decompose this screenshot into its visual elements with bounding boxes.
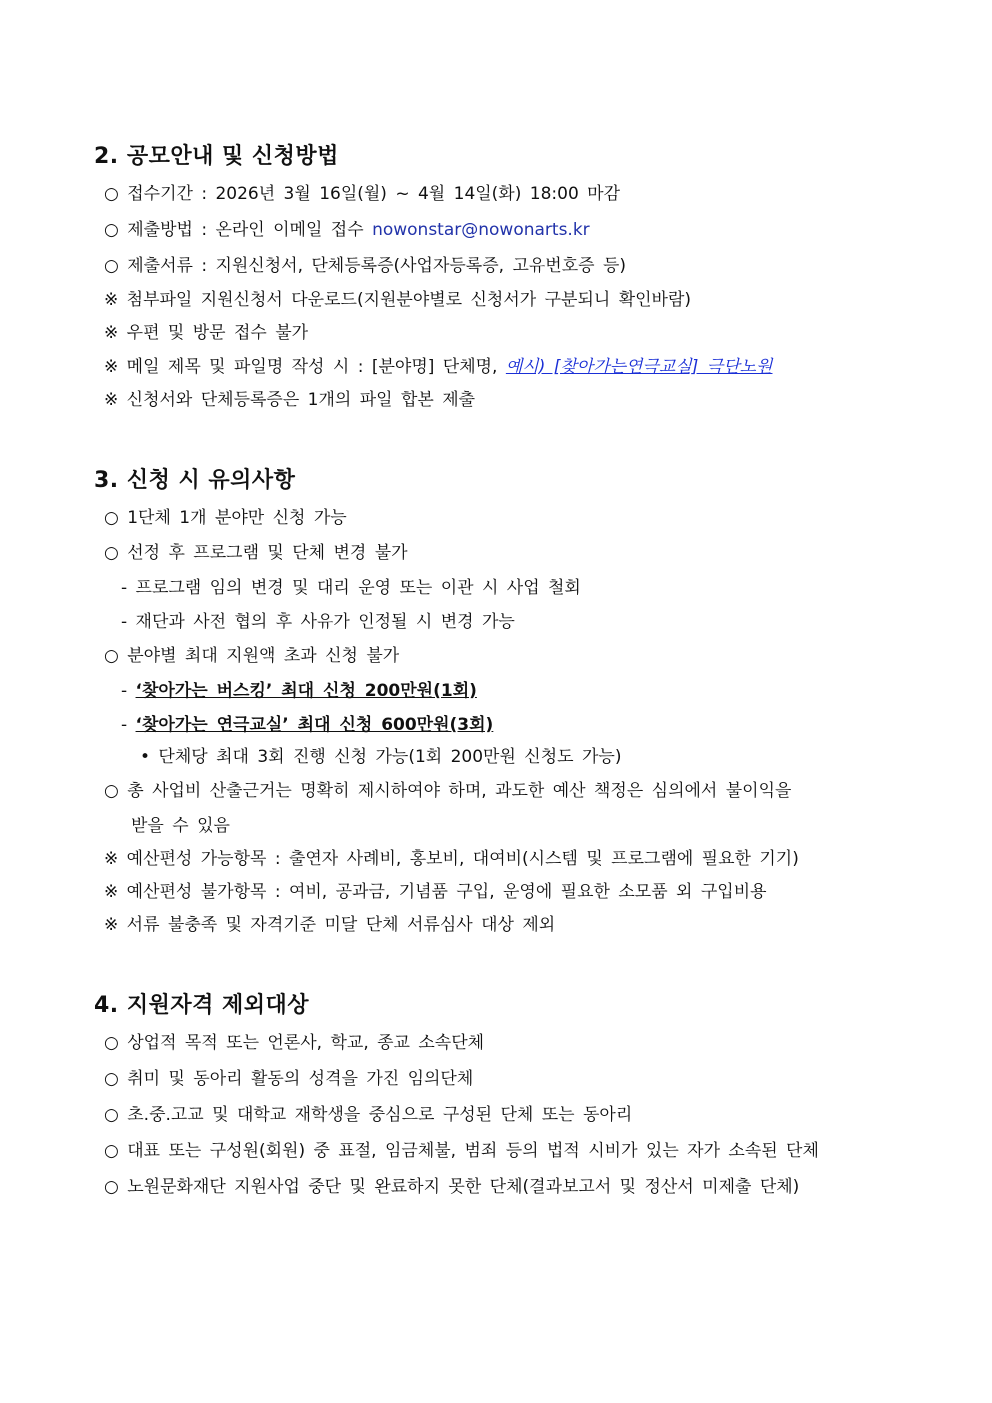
submission-method xyxy=(104,218,590,242)
caution-one-field: ○ 1단체 1개 분야만 신청 가능 xyxy=(104,508,347,528)
exclusion-incomplete: ○ 노원문화재단 지원사업 중단 및 완료하지 못한 단체(결과보고서 및 정산서 미제출 단체) xyxy=(104,1177,800,1197)
exclusion-students: ○ 초.중.고교 및 대학교 재학생을 중심으로 구성된 단체 또는 동아리 xyxy=(104,1105,633,1125)
exclusion-hobby: ○ 취미 및 동아리 활동의 성격을 가진 임의단체 xyxy=(104,1069,474,1089)
busking-limit xyxy=(121,679,477,703)
caution-no-change-sub2: - 재단과 사전 협의 후 사유가 인정될 시 변경 가능 xyxy=(121,612,515,632)
note-budget-allowed: ※ 예산편성 가능항목 : 출연자 사례비, 홍보비, 대여비(시스템 및 프로그램에 필요한 기기) xyxy=(104,849,799,869)
caution-no-change-sub1: - 프로그램 임의 변경 및 대리 운영 또는 이관 시 사업 철회 xyxy=(121,578,581,598)
note-mail-title xyxy=(104,355,772,379)
example-link[interactable]: 예시) [찾아가는연극교실] 극단노원 xyxy=(505,357,773,377)
note-disqualification: ※ 서류 불충족 및 자격기준 미달 단체 서류심사 대상 제외 xyxy=(104,915,556,935)
note-budget-disallowed: ※ 예산편성 불가항목 : 여비, 공과금, 기념품 구입, 운영에 필요한 소모품 외 구입비용 xyxy=(104,882,767,902)
email-address[interactable]: nowonstar@nowonarts.kr xyxy=(372,220,590,240)
budget-basis-line2: 받을 수 있음 xyxy=(131,816,230,836)
exclusion-legal: ○ 대표 또는 구성원(회원) 중 표절, 임금체불, 범죄 등의 법적 시비가 있는 자가 소속된 단체 xyxy=(104,1141,819,1161)
note-no-mail: ※ 우편 및 방문 접수 불가 xyxy=(104,323,309,343)
theater-limit-bullet: • 단체당 최대 3회 진행 신청 가능(1회 200만원 신청도 가능) xyxy=(140,747,622,767)
theater-limit-dash: - xyxy=(121,715,136,735)
section3-heading: 3. 신청 시 유의사항 xyxy=(94,468,296,493)
note-attachment: ※ 첨부파일 지원신청서 다운로드(지원분야별로 신청서가 구분되니 확인바람) xyxy=(104,290,692,310)
caution-no-change: ○ 선정 후 프로그램 및 단체 변경 불가 xyxy=(104,543,408,563)
submission-method-label: ○ 제출방법 : 온라인 이메일 접수 xyxy=(104,220,373,240)
theater-limit xyxy=(121,713,493,737)
section2-heading: 2. 공모안내 및 신청방법 xyxy=(94,144,339,169)
theater-limit-text: ‘찾아가는 연극교실’ 최대 신청 600만원(3회) xyxy=(135,715,494,735)
section4-heading: 4. 지원자격 제외대상 xyxy=(94,993,309,1018)
submission-documents: ○ 제출서류 : 지원신청서, 단체등록증(사업자등록증, 고유번호증 등) xyxy=(104,256,627,276)
exclusion-commercial: ○ 상업적 목적 또는 언론사, 학교, 종교 소속단체 xyxy=(104,1033,485,1053)
note-mail-title-text: ※ 메일 제목 및 파일명 작성 시 : [분야명] 단체명, xyxy=(104,357,506,377)
busking-limit-text: ‘찾아가는 버스킹’ 최대 신청 200만원(1회) xyxy=(135,681,477,701)
note-merge-file: ※ 신청서와 단체등록증은 1개의 파일 합본 제출 xyxy=(104,390,476,410)
caution-max-amount: ○ 분야별 최대 지원액 초과 신청 불가 xyxy=(104,646,400,666)
submission-period: ○ 접수기간 : 2026년 3월 16일(월) ~ 4월 14일(화) 18:00 마감 xyxy=(104,184,621,204)
budget-basis-line1: ○ 총 사업비 산출근거는 명확히 제시하여야 하며, 과도한 예산 책정은 심의에서 불이익을 xyxy=(104,781,792,801)
busking-limit-dash: - xyxy=(121,681,136,701)
